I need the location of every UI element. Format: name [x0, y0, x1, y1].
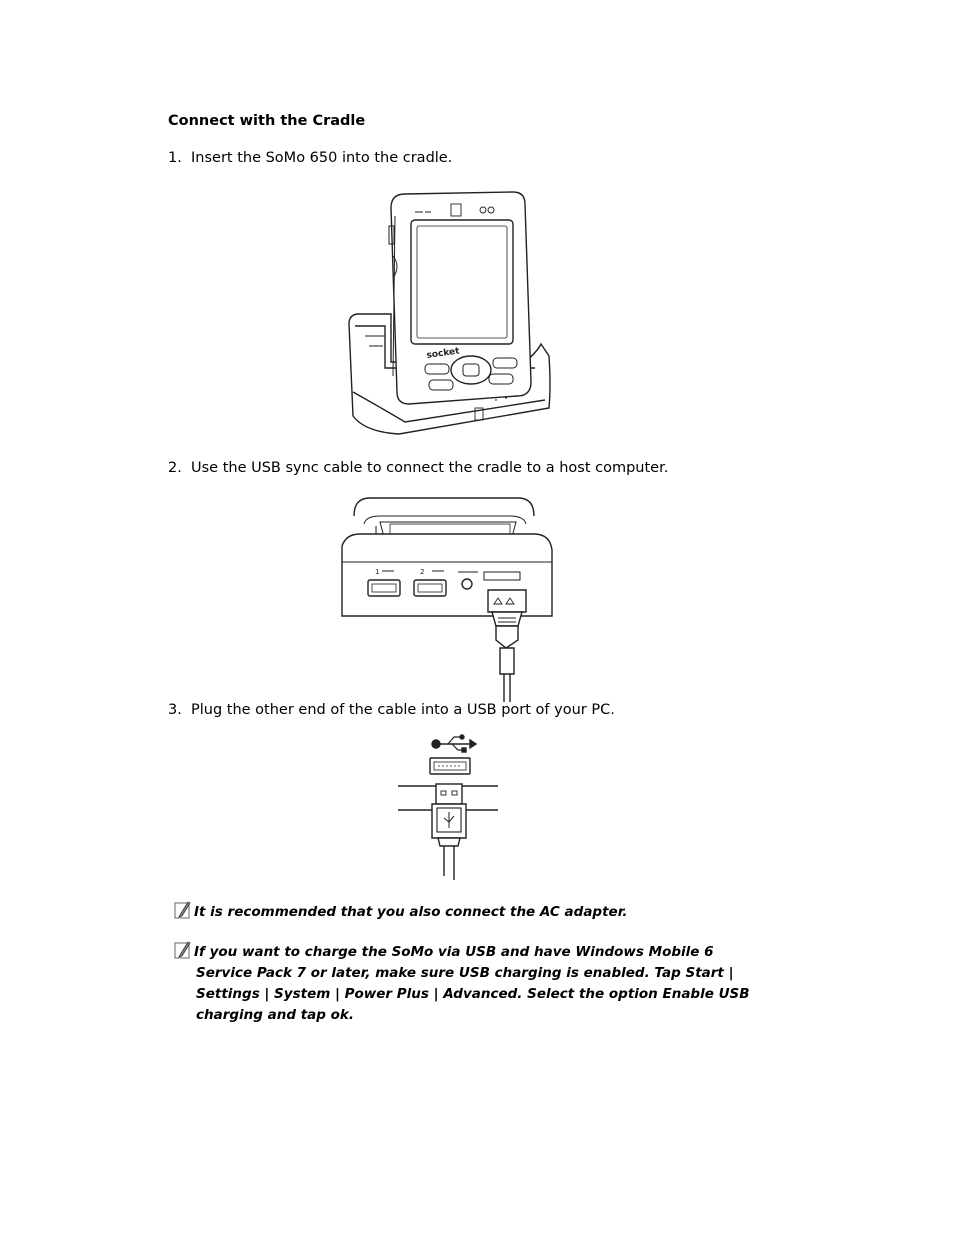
step-1 — [168, 150, 452, 166]
step-text: Insert the SoMo 650 into the cradle. — [191, 150, 453, 166]
note-text-line: If you want to charge the SoMo via USB and have Windows Mobile 6 — [194, 944, 714, 960]
device-in-cradle-figure — [345, 186, 553, 442]
note-text-line: Settings | System | Power Plus | Advanced. Select the option Enable USB — [196, 986, 750, 1002]
port-2-label: 2 — [420, 568, 425, 576]
step-number: 3. — [168, 702, 182, 718]
step-2 — [168, 460, 668, 476]
pencil-note-icon — [174, 900, 192, 920]
usb-plug-pc-figure — [396, 734, 502, 882]
port-1-label: 1 — [375, 568, 380, 576]
note-text-line: It is recommended that you also connect the AC adapter. — [194, 904, 628, 920]
note-text-line: Service Pack 7 or later, make sure USB charging is enabled. Tap Start | — [196, 965, 734, 981]
usb-symbol-icon — [432, 735, 476, 752]
step-text: Use the USB sync cable to connect the cradle to a host computer. — [191, 460, 669, 476]
pencil-note-icon — [174, 940, 192, 960]
step-3 — [168, 702, 615, 718]
step-number: 2. — [168, 460, 182, 476]
cradle-back-cable-figure — [340, 494, 556, 702]
note-text-line: charging and tap ok. — [196, 1007, 355, 1023]
step-number: 1. — [168, 150, 182, 166]
step-text: Plug the other end of the cable into a USB port of your PC. — [191, 702, 615, 718]
section-heading: Connect with the Cradle — [168, 113, 366, 129]
brand-text: socket — [426, 346, 461, 361]
